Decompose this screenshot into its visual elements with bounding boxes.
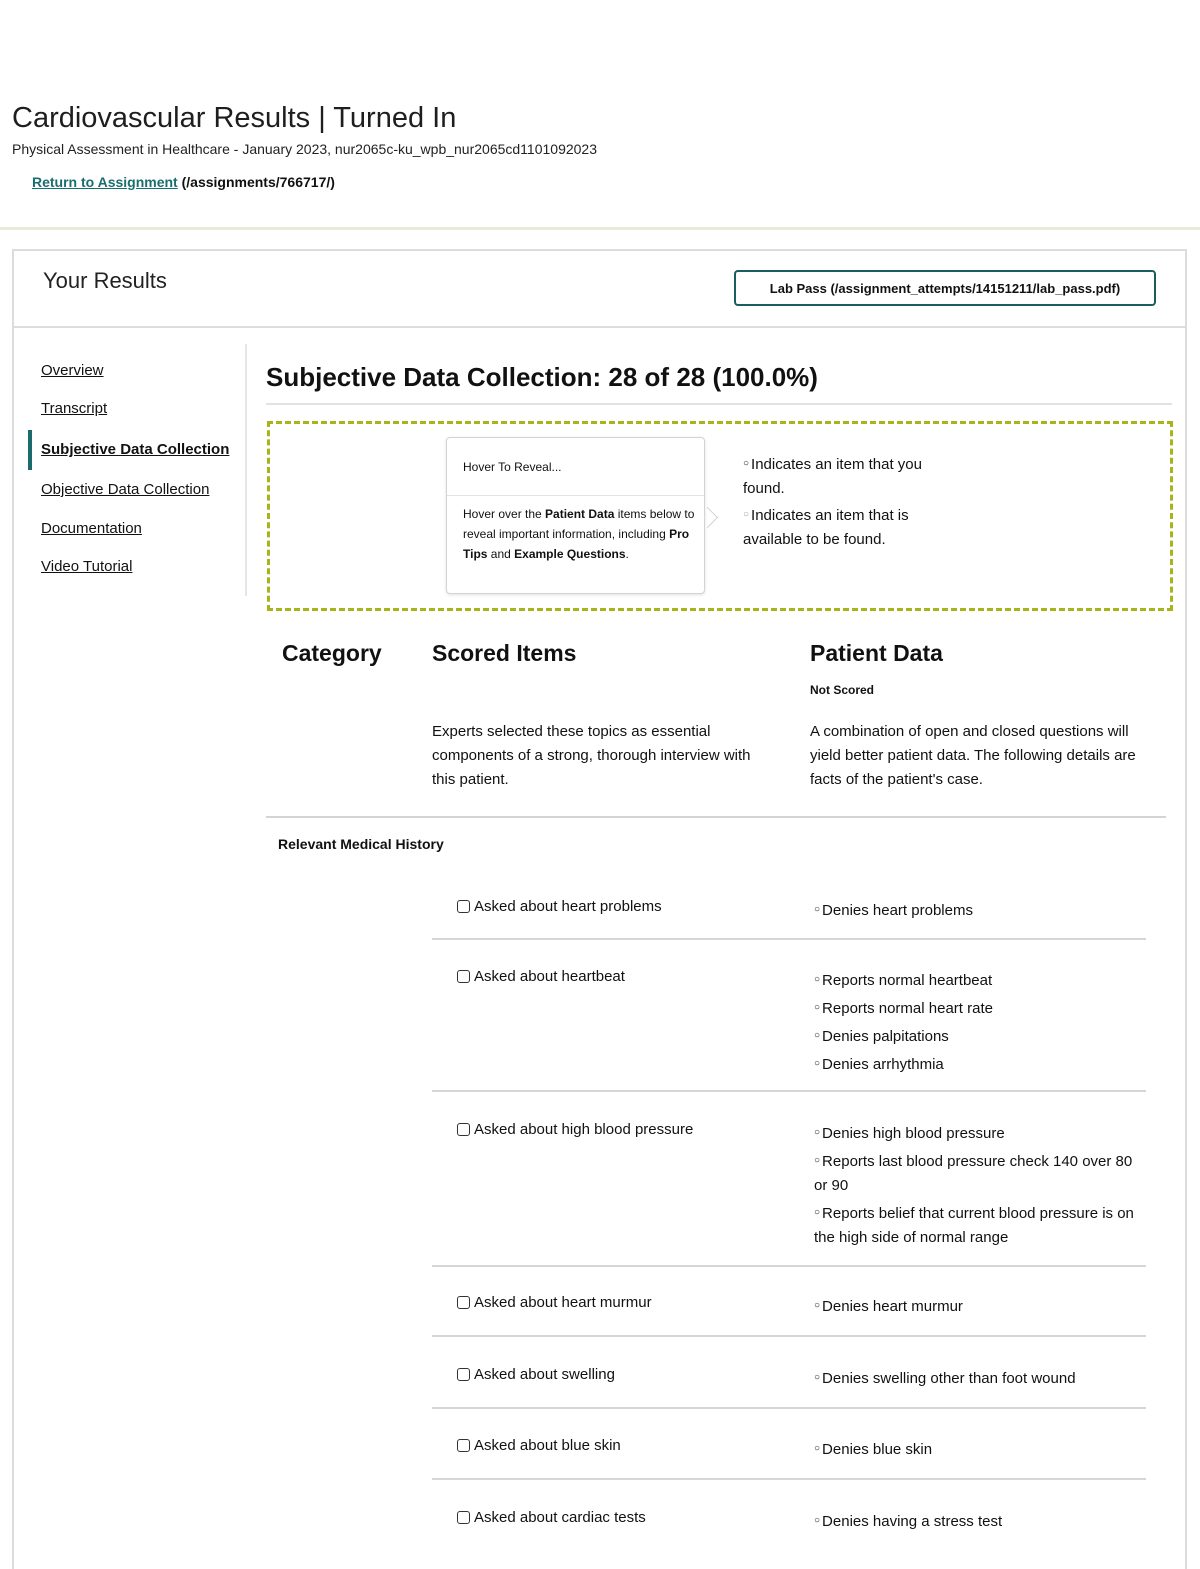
scored-item-label: Asked about blue skin [474, 1437, 621, 1454]
patient-fact[interactable] [814, 1437, 1134, 1462]
course-subtitle: Physical Assessment in Healthcare - January 2023, nur2065c-ku_wpb_nur2065cd1101092023 [12, 141, 598, 157]
scored-item [457, 1366, 615, 1383]
scored-item-label: Asked about heartbeat [474, 968, 625, 985]
patient-fact-text: Reports normal heart rate [822, 1000, 993, 1017]
found-dot-icon: ○ [814, 1207, 821, 1218]
patient-fact-text: Denies palpitations [822, 1028, 949, 1045]
scored-item-label: Asked about swelling [474, 1366, 615, 1383]
patient-fact[interactable] [814, 996, 1134, 1021]
sidebar-item-overview[interactable]: Overview [41, 362, 104, 379]
patient-fact[interactable] [814, 1201, 1134, 1250]
results-title: Your Results [43, 268, 167, 293]
scored-item [457, 1121, 693, 1138]
patient-fact[interactable] [814, 1366, 1134, 1391]
scored-item [457, 968, 625, 985]
row-divider [432, 1090, 1146, 1092]
not-scored-label: Not Scored [810, 683, 875, 697]
found-dot-icon: ○ [743, 458, 750, 469]
page-title: Cardiovascular Results | Turned In [12, 102, 457, 134]
patient-fact-text: Denies having a stress test [822, 1513, 1003, 1530]
tooltip-text: and [487, 547, 515, 561]
col-category: Category [282, 640, 382, 666]
found-dot-icon: ○ [814, 1443, 821, 1454]
col-scored-items: Scored Items [432, 640, 577, 666]
found-dot-icon: ○ [814, 1058, 821, 1069]
found-dot-icon: ○ [814, 1030, 821, 1041]
sidebar-item-video-tutorial[interactable]: Video Tutorial [41, 558, 133, 575]
tooltip-bold: Example Questions [514, 547, 626, 561]
sidebar-item-subjective-data-collection[interactable]: Subjective Data Collection [41, 441, 230, 458]
patient-fact-text: Reports belief that current blood pressure is on the high side of normal range [814, 1205, 1134, 1246]
found-dot-icon: ○ [814, 974, 821, 985]
scored-item [457, 1509, 646, 1526]
scored-item [457, 1437, 621, 1454]
scored-item-label: Asked about high blood pressure [474, 1121, 694, 1138]
patient-fact-text: Denies arrhythmia [822, 1056, 944, 1073]
patient-fact[interactable] [814, 898, 1134, 923]
patient-facts [814, 968, 1134, 1080]
patient-facts [814, 1366, 1134, 1394]
tooltip-bold: Pro Tips [463, 527, 690, 561]
checkbox-icon [457, 1511, 470, 1524]
patient-fact-text: Reports normal heartbeat [822, 972, 993, 989]
patient-fact[interactable] [814, 1024, 1134, 1049]
patient-facts [814, 1121, 1134, 1253]
checkbox-icon [457, 1439, 470, 1452]
patient-facts [814, 898, 1134, 926]
section-title: Subjective Data Collection: 28 of 28 (100.0%) [266, 362, 818, 392]
tooltip-body [463, 504, 695, 564]
patient-fact[interactable] [814, 1509, 1134, 1534]
table-divider [266, 816, 1166, 818]
legend-available-text: Indicates an item that is available to be found. [743, 507, 909, 548]
patient-fact-text: Reports last blood pressure check 140 over 80 or 90 [814, 1153, 1133, 1194]
return-to-assignment-link[interactable]: Return to Assignment [32, 174, 178, 190]
tooltip-text: items below to reveal important information, including [463, 507, 695, 541]
found-dot-icon: ○ [814, 1155, 821, 1166]
scored-item-label: Asked about heart problems [474, 898, 662, 915]
return-line [32, 174, 335, 190]
col-patient-data: Patient Data [810, 640, 943, 666]
found-dot-icon: ○ [814, 1127, 821, 1138]
found-dot-icon: ○ [814, 1515, 821, 1526]
section-divider [266, 403, 1172, 405]
tooltip-heading: Hover To Reveal... [447, 438, 704, 496]
patient-description: A combination of open and closed questions will yield better patient data. The following details are facts of the patient's case. [810, 723, 1136, 788]
patient-fact[interactable] [814, 968, 1134, 993]
return-path: (/assignments/766717/) [177, 174, 335, 190]
available-dot-icon: ○ [743, 509, 750, 520]
patient-fact[interactable] [814, 1121, 1134, 1146]
checkbox-icon [457, 900, 470, 913]
sidebar-item-documentation[interactable]: Documentation [41, 520, 142, 537]
checkbox-icon [457, 1296, 470, 1309]
category-label: Relevant Medical History [278, 836, 444, 852]
found-dot-icon: ○ [814, 904, 821, 915]
sidebar-divider [245, 344, 247, 596]
card-divider [14, 326, 1185, 328]
patient-facts [814, 1437, 1134, 1465]
patient-fact-text: Denies blue skin [822, 1441, 933, 1458]
found-dot-icon: ○ [814, 1002, 821, 1013]
scored-item-label: Asked about heart murmur [474, 1294, 652, 1311]
legend-box [267, 421, 1173, 611]
patient-fact-text: Denies swelling other than foot wound [822, 1370, 1076, 1387]
patient-fact[interactable] [814, 1149, 1134, 1198]
row-divider [432, 1478, 1146, 1480]
hover-tooltip [446, 437, 705, 594]
nav-active-indicator [28, 430, 32, 470]
found-dot-icon: ○ [814, 1300, 821, 1311]
tooltip-text: . [625, 547, 629, 561]
sidebar-item-transcript[interactable]: Transcript [41, 400, 108, 417]
header-divider [0, 227, 1200, 230]
scored-item [457, 1294, 652, 1311]
patient-fact[interactable] [814, 1052, 1134, 1077]
tooltip-text: Hover over the [463, 507, 546, 521]
checkbox-icon [457, 1123, 470, 1136]
legend-found [743, 452, 933, 501]
sidebar-item-objective-data-collection[interactable]: Objective Data Collection [41, 481, 210, 498]
row-divider [432, 1265, 1146, 1267]
scored-item-label: Asked about cardiac tests [474, 1509, 646, 1526]
row-divider [432, 1335, 1146, 1337]
found-dot-icon: ○ [814, 1372, 821, 1383]
patient-fact-text: Denies heart problems [822, 902, 973, 919]
legend-found-text: Indicates an item that you found. [743, 456, 922, 497]
patient-fact-text: Denies heart murmur [822, 1298, 963, 1315]
row-divider [432, 1407, 1146, 1409]
patient-facts [814, 1509, 1134, 1537]
tooltip-bold: Patient Data [545, 507, 615, 521]
checkbox-icon [457, 1368, 470, 1381]
row-divider [432, 938, 1146, 940]
checkbox-icon [457, 970, 470, 983]
scored-description: Experts selected these topics as essential components of a strong, thorough interview with this patient. [432, 723, 751, 788]
patient-facts [814, 1294, 1134, 1322]
legend-available [743, 503, 933, 552]
scored-item [457, 898, 662, 915]
lab-pass-button[interactable]: Lab Pass (/assignment_attempts/14151211/lab_pass.pdf) [734, 270, 1156, 306]
patient-fact[interactable] [814, 1294, 1134, 1319]
patient-fact-text: Denies high blood pressure [822, 1125, 1005, 1142]
